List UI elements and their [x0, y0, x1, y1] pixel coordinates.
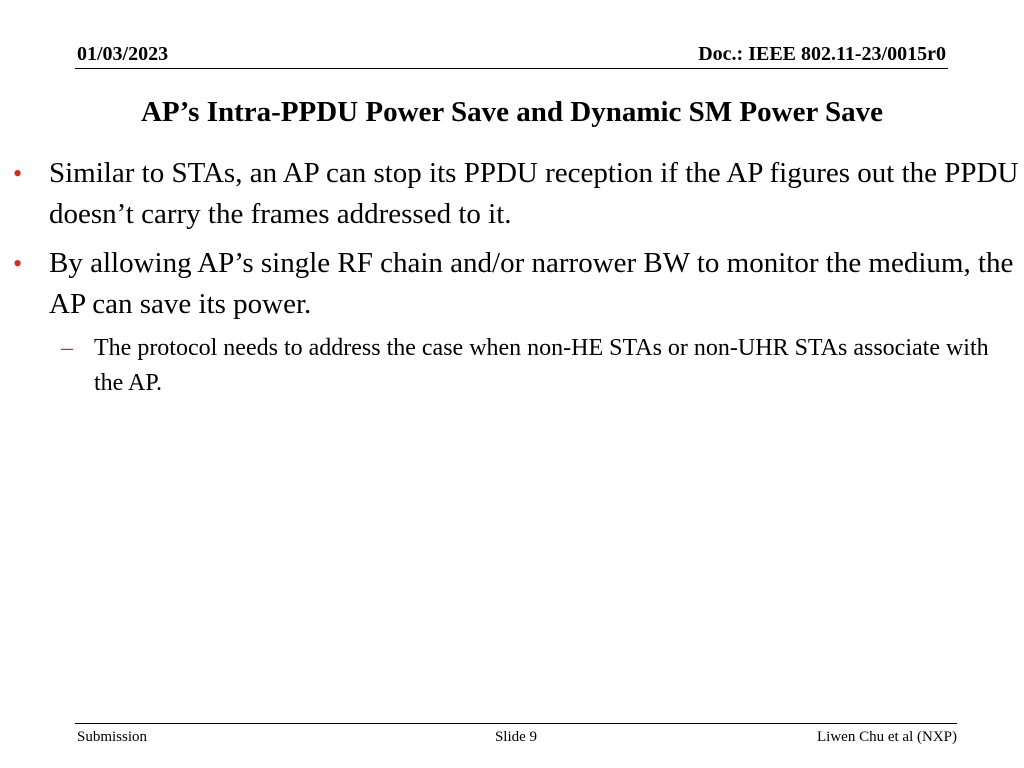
sub-bullet-marker: – — [61, 335, 73, 361]
bullet-text: Similar to STAs, an AP can stop its PPDU reception if the AP figures out the PPDU doesn’t carry the frames addressed to it. — [49, 157, 1019, 230]
bullet-marker: • — [13, 159, 23, 188]
footer-slide-number: Slide 9 — [494, 729, 538, 745]
bullet-item — [13, 153, 1019, 235]
header-divider — [75, 68, 948, 69]
bullet-marker: • — [13, 249, 23, 278]
sub-bullet-item — [61, 331, 1004, 401]
slide-title: AP’s Intra-PPDU Power Save and Dynamic SM Power Save — [140, 96, 884, 128]
sub-bullet-text: The protocol needs to address the case when non-HE STAs or non-UHR STAs associate with the AP. — [94, 335, 989, 396]
footer-divider — [75, 723, 957, 724]
header-doc-id: Doc.: IEEE 802.11-23/0015r0 — [698, 43, 946, 65]
header-date: 01/03/2023 — [77, 43, 169, 65]
footer-author: Liwen Chu et al (NXP) — [817, 729, 957, 745]
footer-submission: Submission — [77, 729, 148, 745]
bullet-item — [13, 243, 1019, 325]
bullet-text: By allowing AP’s single RF chain and/or narrower BW to monitor the medium, the AP can save its power. — [49, 247, 1014, 320]
